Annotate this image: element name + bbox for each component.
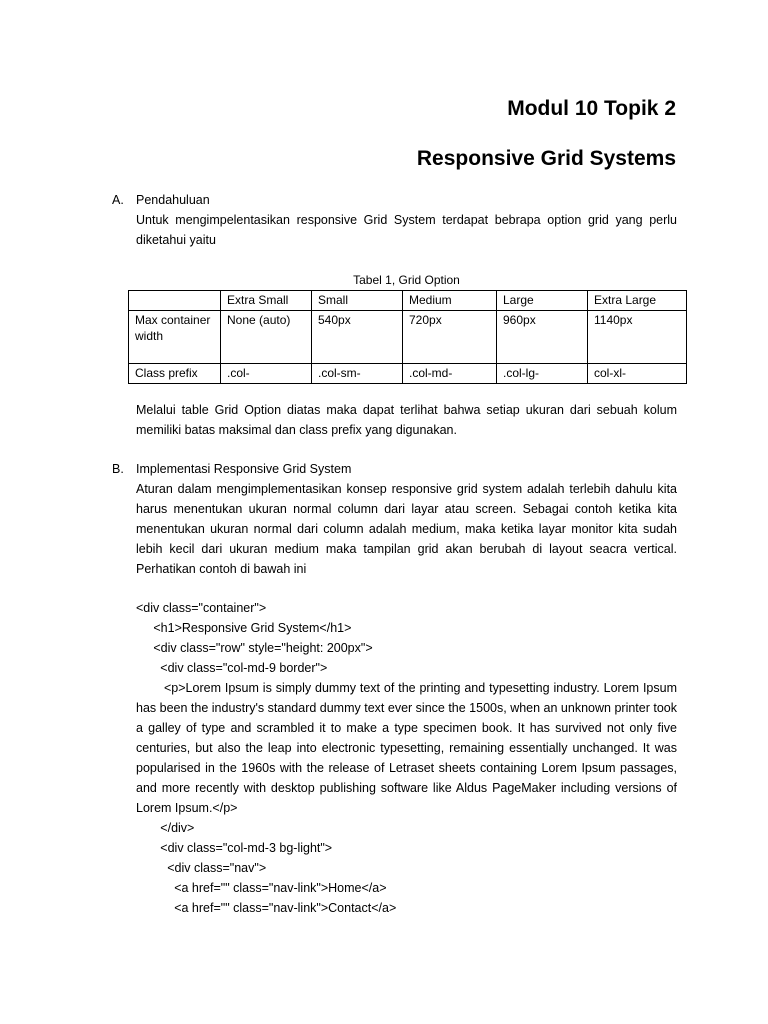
table-cell: .col- <box>221 364 312 384</box>
table-header-cell: Extra Large <box>588 291 687 311</box>
table-cell: .col-md- <box>403 364 497 384</box>
code-line: <div class="row" style="height: 200px"> <box>136 641 373 655</box>
table-cell: .col-lg- <box>497 364 588 384</box>
table-cell: col-xl- <box>588 364 687 384</box>
table-cell: Max container width <box>129 311 221 364</box>
table-row <box>129 364 687 384</box>
grid-option-table <box>128 290 687 384</box>
page-title: Responsive Grid Systems <box>416 147 676 170</box>
code-line: <div class="col-md-9 border"> <box>136 661 328 675</box>
code-line: <a href="" class="nav-link">Contact</a> <box>136 901 397 915</box>
table-header-cell: Extra Small <box>221 291 312 311</box>
table-header-cell: Medium <box>403 291 497 311</box>
code-line: <div class="nav"> <box>136 861 267 875</box>
table-header-cell <box>129 291 221 311</box>
section-a-heading: Pendahuluan <box>136 193 210 207</box>
table-cell: .col-sm- <box>312 364 403 384</box>
section-b-letter: B. <box>112 462 124 476</box>
table-cell: Class prefix <box>129 364 221 384</box>
code-line: <div class="container"> <box>136 601 267 615</box>
table-header-row <box>129 291 687 311</box>
table-cell: 720px <box>403 311 497 364</box>
code-line: <h1>Responsive Grid System</h1> <box>136 621 352 635</box>
table-row <box>129 311 687 364</box>
code-line: <a href="" class="nav-link">Home</a> <box>136 881 387 895</box>
module-title: Modul 10 Topik 2 <box>507 97 676 120</box>
table-header-cell: Large <box>497 291 588 311</box>
table-cell: 540px <box>312 311 403 364</box>
table-header-cell: Small <box>312 291 403 311</box>
table-cell: None (auto) <box>221 311 312 364</box>
code-line: </div> <box>136 821 195 835</box>
code-paragraph: <p>Lorem Ipsum is simply dummy text of the printing and typesetting industry. Lorem Ipsum has been the industry's standard dummy text ever since the 1500s, when an unknown printer took a galley of type and scrambled it to make a type specimen book. It has survived not only five centuries, but also the leap into electronic typesetting, remaining essentially unchanged. It was popularised in the 1960s with the release of Letraset sheets containing Lorem Ipsum passages, and more recently with desktop publishing software like Aldus PageMaker including versions of Lorem Ipsum.</p> <box>136 681 677 815</box>
code-example <box>136 598 677 918</box>
section-a-conclusion: Melalui table Grid Option diatas maka dapat terlihat bahwa setiap ukuran dari sebuah kolum memiliki batas maksimal dan class prefix yang digunakan. <box>136 403 677 437</box>
section-a-intro: Untuk mengimpelentasikan responsive Grid System terdapat bebrapa option grid yang perlu diketahui yaitu <box>136 213 677 247</box>
section-b-heading: Implementasi Responsive Grid System <box>136 462 352 476</box>
table-caption: Tabel 1, Grid Option <box>353 273 460 287</box>
table-cell: 960px <box>497 311 588 364</box>
section-b-body: Aturan dalam mengimplementasikan konsep responsive grid system adalah terlebih dahulu kita harus menentukan ukuran normal column dari layar atau screen. Sebagai contoh ketika kita menentukan ukuran normal dari column adalah medium, maka ketika layar monitor kita sudah lebih kecil dari ukuran medium maka tampilan grid akan berubah di layout seacra vertical. Perhatikan contoh di bawah ini <box>136 482 677 576</box>
code-line: <div class="col-md-3 bg-light"> <box>136 841 333 855</box>
section-a-letter: A. <box>112 193 124 207</box>
table-cell: 1140px <box>588 311 687 364</box>
